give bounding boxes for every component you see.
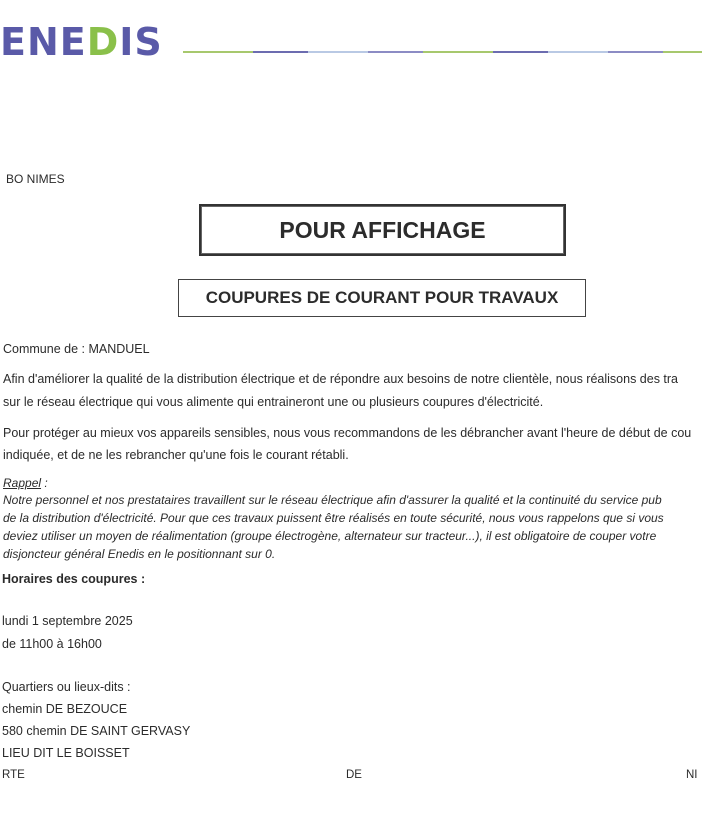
logo-text-end: IS	[119, 20, 163, 64]
schedule-date: lundi 1 septembre 2025	[2, 614, 133, 628]
location-item-1: chemin DE BEZOUCE	[2, 702, 128, 716]
reminder-line-3: deviez utiliser un moyen de réalimentation (groupe électrogène, alternateur sur tracteur...), il est obligatoire de couper votre	[3, 529, 657, 543]
reminder-colon: :	[41, 476, 48, 490]
advice-line-1: Pour protéger au mieux vos appareils sensibles, nous vous recommandons de les débrancher avant l'heure de début de cou	[3, 426, 692, 440]
title-box: POUR AFFICHAGE	[199, 204, 566, 256]
header-divider	[183, 51, 702, 53]
commune-line: Commune de : MANDUEL	[3, 342, 150, 356]
logo-text-accent: D	[86, 20, 120, 64]
intro-line-1: Afin d'améliorer la qualité de la distribution électrique et de répondre aux besoins de notre clientèle, nous réalisons des tra	[3, 372, 679, 386]
schedule-time: de 11h00 à 16h00	[2, 637, 102, 651]
reminder-line-1: Notre personnel et nos prestataires travaillent sur le réseau électrique afin d'assurer la qualité et la continuité du service pub	[3, 493, 662, 507]
enedis-logo	[0, 20, 163, 64]
reminder-line-4: disjoncteur général Enedis en le positionnant sur 0.	[3, 547, 276, 561]
reminder-heading	[3, 474, 48, 492]
intro-line-2: sur le réseau électrique qui vous alimente qui entraineront une ou plusieurs coupures d'électricité.	[3, 395, 544, 409]
footer-col-right: NI	[686, 769, 698, 781]
advice-line-2: indiquée, et de ne les rebrancher qu'une fois le courant rétabli.	[3, 448, 349, 462]
reminder-line-2: de la distribution d'électricité. Pour que ces travaux puissent être réalisés en toute sécurité, nous vous rappelons que si vous	[3, 511, 664, 525]
location-item-2: 580 chemin DE SAINT GERVASY	[2, 724, 191, 738]
agency-name: BO NIMES	[6, 172, 65, 186]
location-item-3: LIEU DIT LE BOISSET	[2, 746, 130, 760]
locations-heading: Quartiers ou lieux-dits :	[2, 680, 131, 694]
logo-text-main: ENE	[0, 20, 87, 64]
footer-col-center: DE	[346, 769, 362, 781]
reminder-label: Rappel	[3, 476, 42, 490]
footer-col-left: RTE	[2, 769, 25, 781]
schedule-heading: Horaires des coupures :	[2, 572, 146, 586]
subtitle-box: COUPURES DE COURANT POUR TRAVAUX	[178, 279, 586, 317]
